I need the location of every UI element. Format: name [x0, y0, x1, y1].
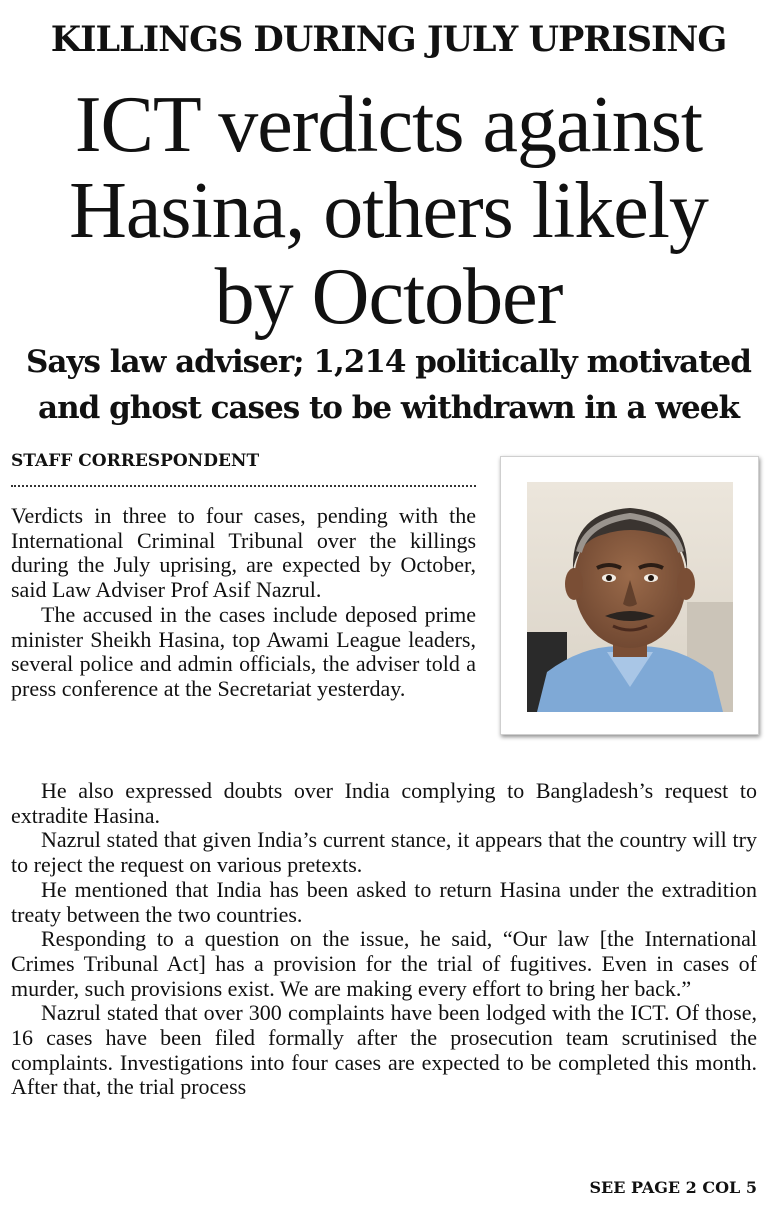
headline-line-3: by October — [214, 253, 563, 341]
see-page-link[interactable]: SEE PAGE 2 COL 5 — [589, 1178, 757, 1197]
paragraph-1: Verdicts in three to four cases, pending with the International Criminal Tribunal over the killings during the July uprising, are expected by October, said Law Adviser Prof Asif Nazrul. — [11, 503, 476, 603]
byline-divider — [11, 485, 476, 487]
portrait-photo — [527, 482, 733, 712]
paragraph-2: The accused in the cases include deposed prime minister Sheikh Hasina, top Awami League leaders, several police and admin officials, the adviser told a press conference at the Secretariat yesterday. — [11, 601, 476, 701]
paragraph-6: Responding to a question on the issue, he said, “Our law [the International Crimes Tribunal Act] has a provision for the trial of fugitives. Even in cases of murder, such provisions exist. We are making every effort to bring her back.” — [11, 926, 757, 1001]
portrait-illustration — [527, 482, 733, 712]
paragraph-7: Nazrul stated that over 300 complaints have been lodged with the ICT. Of those, 16 cases have been filed formally after the prosecution team scrutinised the complaints. Investigations into four cases are expected to be completed this month. After that, the trial process — [11, 1000, 757, 1100]
subhead-line-2: and ghost cases to be withdrawn in a week — [38, 390, 739, 426]
subhead-line-1: Says law adviser; 1,214 politically motivated — [26, 344, 751, 380]
article-body-narrow-column — [11, 504, 476, 702]
article-body-wide-column — [11, 779, 757, 1100]
kicker: KILLINGS DURING JULY UPRISING — [50, 19, 727, 60]
paragraph-4: Nazrul stated that given India’s current stance, it appears that the country will try to reject the request on various pretexts. — [11, 827, 757, 878]
headline-line-2: Hasina, others likely — [69, 167, 708, 255]
subhead — [0, 339, 777, 431]
paragraph-3: He also expressed doubts over India complying to Bangladesh’s request to extradite Hasina. — [11, 778, 757, 828]
photo-frame — [500, 456, 759, 735]
headline — [0, 82, 777, 340]
paragraph-5: He mentioned that India has been asked to return Hasina under the extradition treaty between the two countries. — [11, 876, 757, 927]
headline-line-1: ICT verdicts against — [74, 81, 703, 169]
byline: STAFF CORRESPONDENT — [11, 451, 260, 471]
